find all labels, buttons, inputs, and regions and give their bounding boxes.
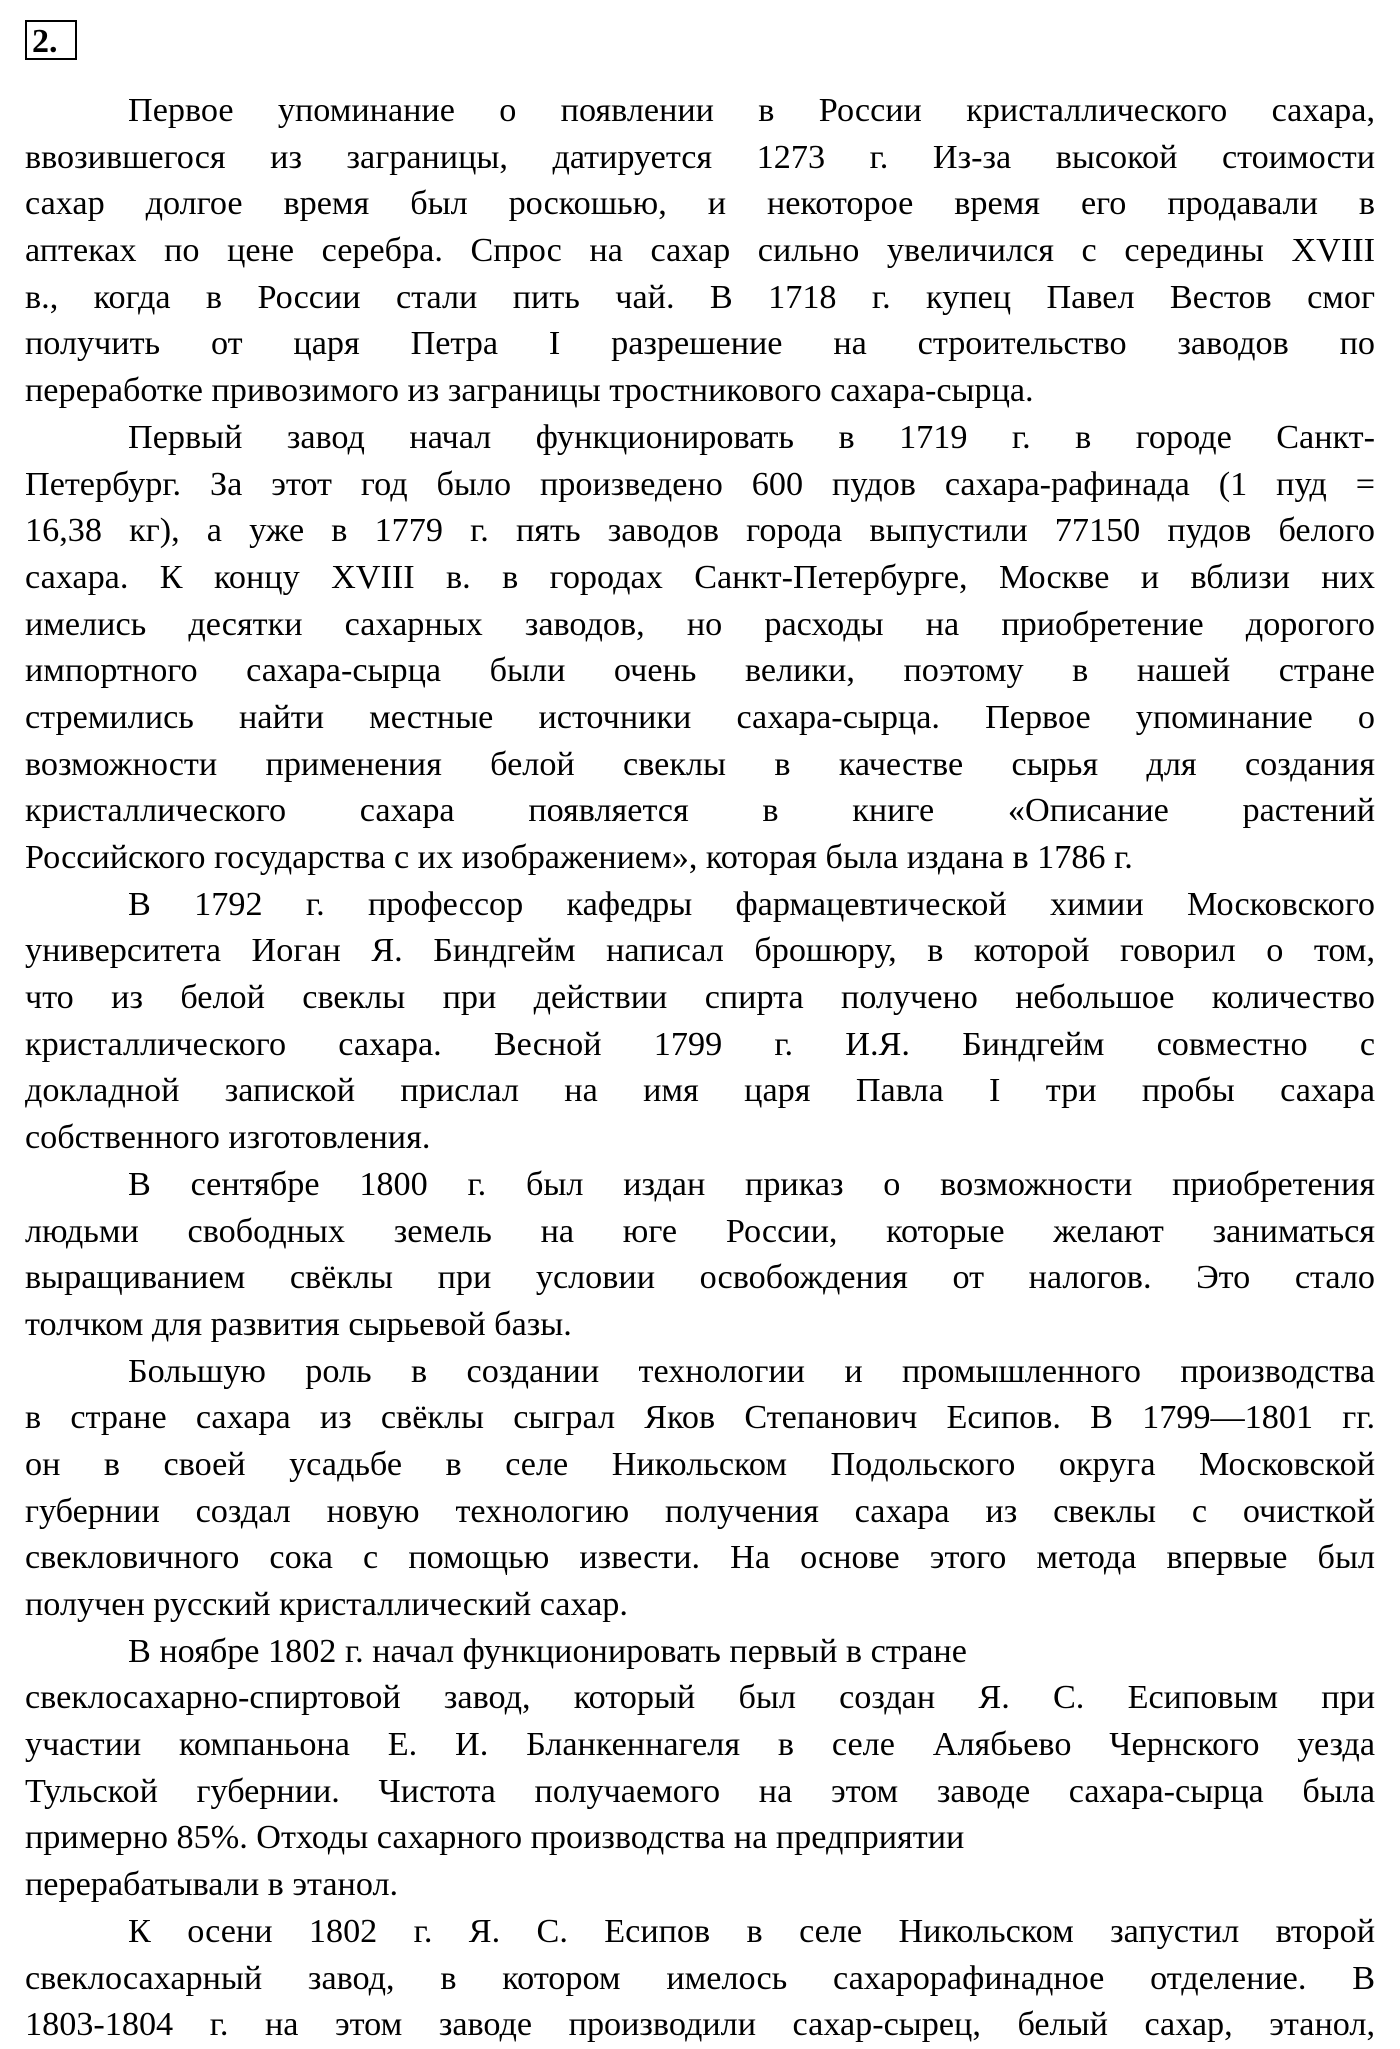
text-line: университета Иоган Я. Биндгейм написал брошюру, в которой говорил о том, [25, 932, 1375, 970]
text-line: возможности применения белой свеклы в качестве сырья для создания [25, 745, 1375, 783]
paragraph-first-line: В сентябре 1800 г. был издан приказ о возможности приобретения [128, 1165, 1375, 1203]
text-line: кристаллического сахара. Весной 1799 г. И.Я. Биндгейм совместно с [25, 1025, 1375, 1063]
text-line: получен русский кристаллический сахар. [25, 1586, 628, 1623]
text-line: 16,38 кг), а уже в 1779 г. пять заводов города выпустили 77150 пудов белого [25, 512, 1375, 550]
text-line: он в своей усадьбе в селе Никольском Подольского округа Московской [25, 1445, 1375, 1483]
text-line: имелись десятки сахарных заводов, но расходы на приобретение дорогого [25, 605, 1375, 643]
task-number: 2. [25, 20, 77, 60]
paragraph-first-line: В ноябре 1802 г. начал функционировать первый в стране [128, 1632, 967, 1670]
text-line: перерабатывали в этанол. [25, 1866, 399, 1904]
text-line: в стране сахара из свёклы сыграл Яков Степанович Есипов. В 1799—1801 гг. [25, 1399, 1375, 1437]
paragraph-first-line: Большую роль в создании технологии и промышленного производства [128, 1352, 1375, 1390]
text-line: импортного сахара-сырца были очень велики, поэтому в нашей стране [25, 652, 1375, 690]
text-line: Российского государства с их изображением», которая была издана в 1786 г. [25, 839, 1133, 876]
text-line: переработке привозимого из заграницы тростникового сахара-сырца. [25, 372, 1034, 410]
text-line: выращиванием свёклы при условии освобождения от налогов. Это стало [25, 1259, 1375, 1297]
text-line: свеклосахарно-спиртовой завод, который был создан Я. С. Есиповым при [25, 1679, 1375, 1717]
text-line: аптеках по цене серебра. Спрос на сахар сильно увеличился с середины XVIII [25, 232, 1375, 270]
text-line: в., когда в России стали пить чай. В 1718 г. купец Павел Вестов смог [25, 278, 1375, 316]
text-line: сахара. К концу XVIII в. в городах Санкт-Петербурге, Москве и вблизи них [25, 558, 1375, 596]
text-line: кристаллического сахара появляется в книге «Описание растений [25, 792, 1375, 830]
text-line: докладной запиской прислал на имя царя Павла I три пробы сахара [25, 1072, 1375, 1110]
text-line: свеклосахарный завод, в котором имелось сахарорафинадное отделение. В [25, 1959, 1375, 1997]
text-line: Тульской губернии. Чистота получаемого на этом заводе сахара-сырца была [25, 1772, 1375, 1810]
text-line: получить от царя Петра I разрешение на строительство заводов по [25, 325, 1375, 363]
text-line: ввозившегося из заграницы, датируется 1273 г. Из-за высокой стоимости [25, 138, 1375, 176]
text-line: Петербург. За этот год было произведено 600 пудов сахара-рафинада (1 пуд = [25, 465, 1375, 503]
paragraph-first-line: Первое упоминание о появлении в России кристаллического сахара, [128, 92, 1375, 129]
text-body [25, 88, 1375, 2049]
text-line: участии компаньона Е. И. Бланкеннагеля в селе Алябьево Чернского уезда [25, 1726, 1375, 1764]
paragraph-first-line: К осени 1802 г. Я. С. Есипов в селе Никольском запустил второй [128, 1912, 1375, 1950]
text-line: свекловичного сока с помощью извести. На основе этого метода впервые был [25, 1539, 1375, 1577]
text-line: собственного изготовления. [25, 1119, 431, 1157]
text-line: стремились найти местные источники сахара-сырца. Первое упоминание о [25, 698, 1375, 736]
text-line: сахар долгое время был роскошью, и некоторое время его продавали в [25, 185, 1375, 223]
text-line: примерно 85%. Отходы сахарного производства на предприятии [25, 1819, 965, 1857]
paragraph-first-line: В 1792 г. профессор кафедры фармацевтической химии Московского [128, 885, 1375, 923]
text-line: людьми свободных земель на юге России, которые желают заниматься [25, 1212, 1375, 1250]
paragraph-first-line: Первый завод начал функционировать в 1719 г. в городе Санкт- [128, 418, 1375, 456]
text-line: толчком для развития сырьевой базы. [25, 1305, 572, 1343]
text-line: что из белой свеклы при действии спирта получено небольшое количество [25, 979, 1375, 1017]
text-line: 1803-1804 г. на этом заводе производили сахар-сырец, белый сахар, этанол, [25, 2006, 1375, 2044]
text-line: губернии создал новую технологию получения сахара из свеклы с очисткой [25, 1492, 1375, 1530]
